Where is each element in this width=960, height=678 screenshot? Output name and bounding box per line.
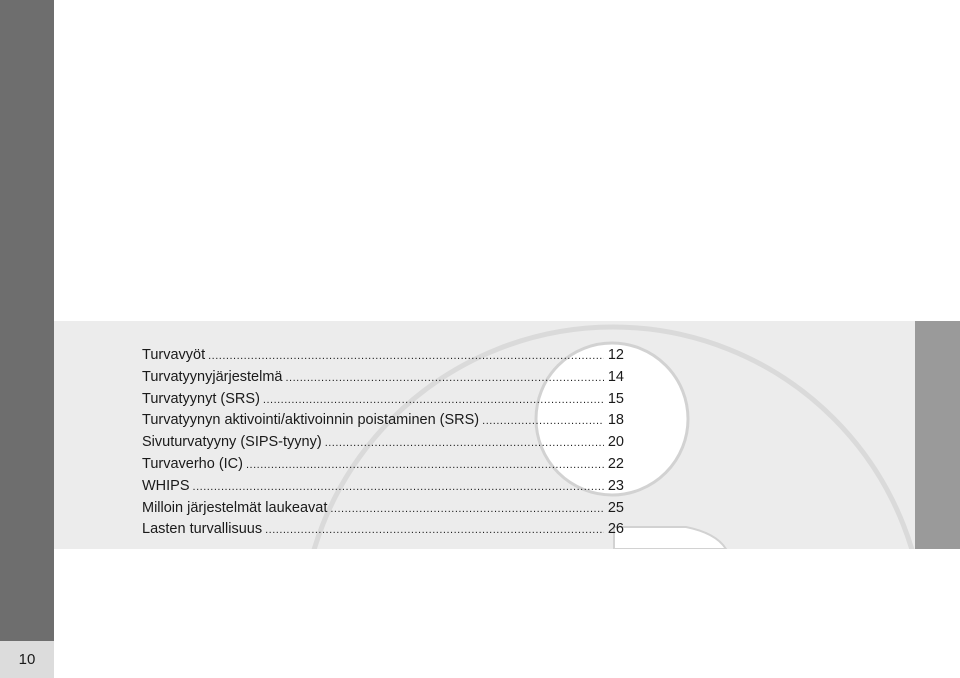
page-number: 10 (0, 641, 54, 678)
toc-leader-dots (263, 390, 604, 412)
toc-leader-dots (208, 346, 604, 368)
toc-leader-dots (265, 520, 604, 542)
toc-entry-title: Turvatyynyt (SRS) (142, 390, 260, 407)
toc-leader-dots (325, 433, 604, 455)
toc-leader-dots (246, 455, 604, 477)
toc-entry[interactable] (142, 454, 624, 476)
table-of-contents (142, 345, 624, 541)
toc-entry-title: Milloin järjestelmät laukeavat (142, 499, 328, 516)
toc-entry-title: Turvatyynyn aktivointi/aktivoinnin poistaminen (SRS) (142, 412, 480, 429)
toc-entry[interactable] (142, 519, 624, 541)
toc-entry-page: 20 (607, 434, 624, 451)
toc-entry-title: Turvaverho (IC) (142, 455, 243, 472)
toc-entry-page: 14 (607, 368, 624, 385)
toc-entry[interactable] (142, 498, 624, 520)
toc-entry[interactable] (142, 432, 624, 454)
watermark-bottom-shape (614, 527, 726, 549)
toc-entry[interactable] (142, 389, 624, 411)
toc-leader-dots (285, 368, 604, 390)
toc-entry[interactable] (142, 345, 624, 367)
left-margin-strip (0, 0, 54, 641)
toc-leader-dots (193, 477, 604, 499)
toc-entry-page: 26 (607, 521, 624, 538)
toc-entry[interactable] (142, 367, 624, 389)
toc-entry-title: Sivuturvatyyny (SIPS-tyyny) (142, 434, 322, 451)
toc-entry-page: 22 (607, 455, 624, 472)
right-section-tab (915, 321, 960, 549)
toc-entry-title: Turvatyynyjärjestelmä (142, 368, 283, 385)
toc-leader-dots (482, 411, 604, 433)
toc-entry-page: 18 (607, 412, 624, 429)
toc-entry-page: 23 (607, 477, 624, 494)
toc-entry-page: 25 (607, 499, 624, 516)
toc-entry-title: Lasten turvallisuus (142, 521, 263, 538)
toc-entry-page: 15 (607, 390, 624, 407)
toc-leader-dots (330, 499, 604, 521)
toc-entry[interactable] (142, 410, 624, 432)
toc-entry-title: Turvavyöt (142, 347, 206, 363)
toc-entry-page: 12 (607, 347, 624, 363)
toc-entry-title: WHIPS (142, 477, 190, 494)
toc-entry[interactable] (142, 476, 624, 498)
